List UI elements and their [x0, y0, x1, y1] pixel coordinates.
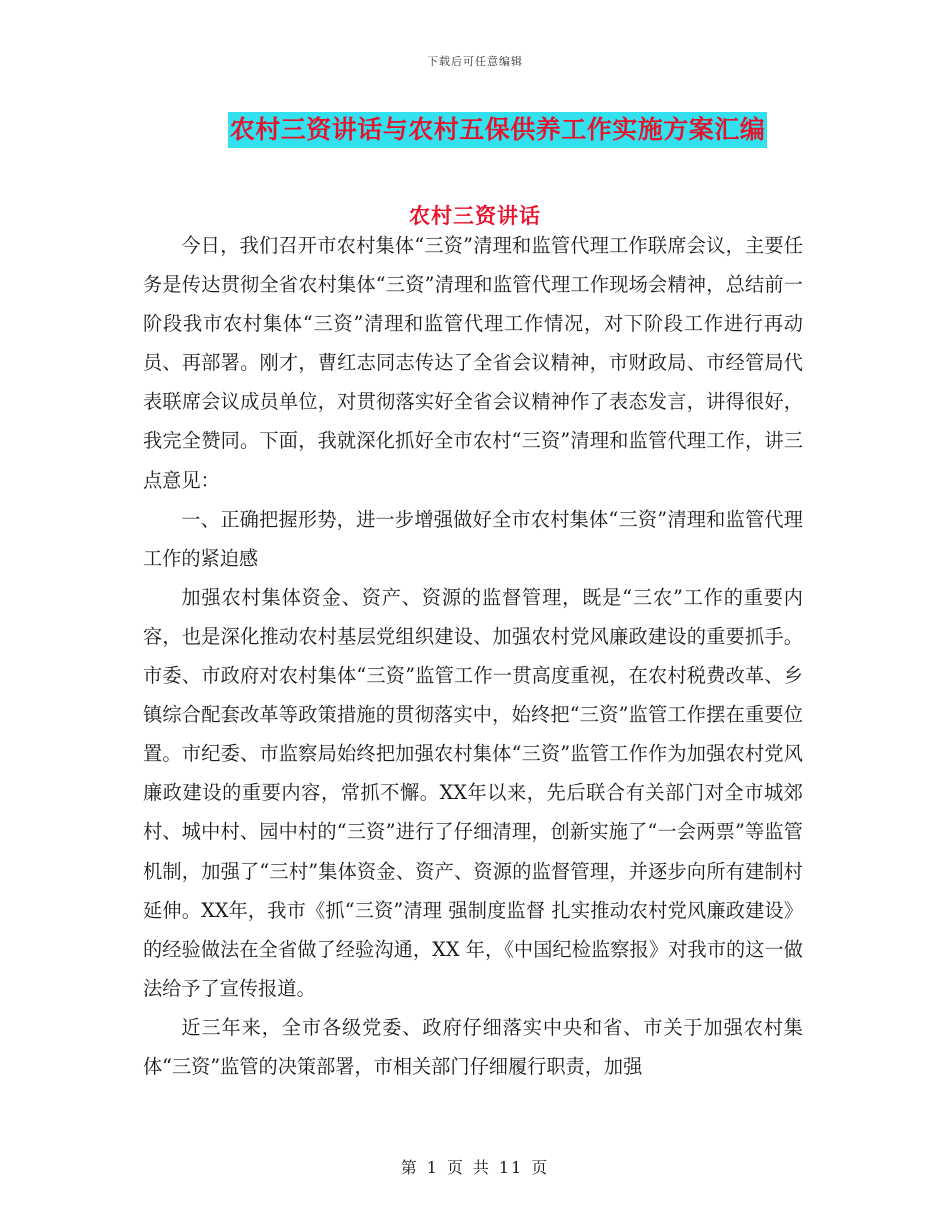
- page-footer: [0, 1155, 950, 1178]
- footer-total-pages: 11: [498, 1158, 524, 1177]
- footer-di: 第: [400, 1158, 419, 1177]
- header-note: 下载后可任意编辑: [427, 55, 523, 68]
- doc-title: 农村三资讲话与农村五保供养工作实施方案汇编: [228, 112, 768, 148]
- section-title: 农村三资讲话: [409, 203, 541, 228]
- paragraph: 今日，我们召开市农村集体“三资”清理和监管代理工作联席会议，主要任务是传达贯彻全省农村集体“三资”清理和监管代理工作现场会精神，总结前一阶段我市农村集体“三资”清理和监管代理工作情况，对下阶段工作进行再动员、再部署。刚才，曹红志同志传达了全省会议精神，市财政局、市经管局代表联席会议成员单位，对贯彻落实好全省会议精神作了表态发言，讲得很好，我完全赞同。下面，我就深化抓好全市农村“三资”清理和监管代理工作，讲三点意见：: [143, 234, 803, 492]
- footer-gong: 共: [472, 1158, 491, 1177]
- paragraph: 近三年来，全市各级党委、政府仔细落实中央和省、市关于加强农村集体“三资”监管的决策部署，市相关部门仔细履行职责，加强: [143, 1015, 803, 1078]
- footer-page-number: 1: [426, 1158, 439, 1177]
- footer-ye: 页: [446, 1158, 465, 1177]
- body-text: [143, 226, 803, 1086]
- footer-ye: 页: [531, 1158, 550, 1177]
- paragraph: 加强农村集体资金、资产、资源的监督管理，既是“三农”工作的重要内容，也是深化推动农村基层党组织建设、加强农村党风廉政建设的重要抓手。市委、市政府对农村集体“三资”监管工作一贯高度重视，在农村税费改革、乡镇综合配套改革等政策措施的贯彻落实中，始终把“三资”监管工作摆在重要位置。市纪委、市监察局始终把加强农村集体“三资”监管工作作为加强农村党风廉政建设的重要内容，常抓不懈。XX年以来，先后联合有关部门对全市城郊村、城中村、园中村的“三资”进行了仔细清理，创新实施了“一会两票”等监管机制，加强了“三村”集体资金、资产、资源的监督管理，并逐步向所有建制村延伸。XX年，我市《抓“三资”清理 强制度监督 扎实推动农村党风廉政建设》的经验做法在全省做了经验沟通，XX 年，《中国纪检监察报》对我市的这一做法给予了宣传报道。: [143, 585, 803, 1000]
- doc-title-container: [0, 112, 950, 148]
- paragraph: 一、正确把握形势，进一步增强做好全市农村集体“三资”清理和监管代理工作的紧迫感: [143, 507, 803, 570]
